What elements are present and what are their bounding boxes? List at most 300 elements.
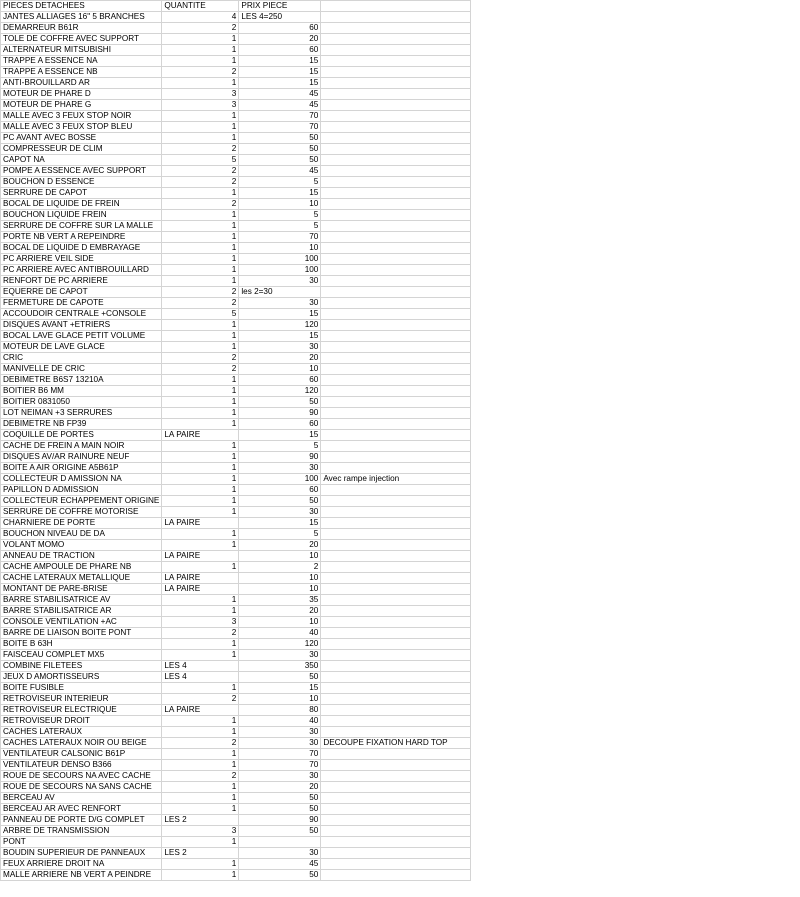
note-cell[interactable] (321, 760, 471, 771)
note-cell[interactable] (321, 23, 471, 34)
quantity-cell[interactable]: 2 (162, 144, 239, 155)
quantity-cell[interactable]: 2 (162, 298, 239, 309)
price-cell[interactable]: 50 (239, 144, 321, 155)
note-cell[interactable] (321, 837, 471, 848)
price-cell[interactable]: 45 (239, 166, 321, 177)
note-cell[interactable] (321, 826, 471, 837)
note-cell[interactable] (321, 430, 471, 441)
note-cell[interactable] (321, 639, 471, 650)
part-cell[interactable]: CACHES LATERAUX (1, 727, 162, 738)
price-cell[interactable]: 30 (239, 298, 321, 309)
note-cell[interactable] (321, 276, 471, 287)
quantity-cell[interactable]: 1 (162, 210, 239, 221)
price-cell[interactable]: 350 (239, 661, 321, 672)
part-cell[interactable]: BERCEAU AR AVEC RENFORT (1, 804, 162, 815)
note-cell[interactable] (321, 111, 471, 122)
note-cell[interactable] (321, 573, 471, 584)
note-cell[interactable] (321, 507, 471, 518)
part-cell[interactable]: ANNEAU DE TRACTION (1, 551, 162, 562)
quantity-cell[interactable]: 2 (162, 177, 239, 188)
quantity-cell[interactable]: 2 (162, 199, 239, 210)
part-cell[interactable]: FAISCEAU COMPLET MX5 (1, 650, 162, 661)
price-cell[interactable]: 70 (239, 760, 321, 771)
part-cell[interactable]: DEBIMETRE NB FP39 (1, 419, 162, 430)
price-cell[interactable]: 10 (239, 617, 321, 628)
part-cell[interactable]: BOCAL DE LIQUIDE D EMBRAYAGE (1, 243, 162, 254)
quantity-cell[interactable]: 2 (162, 738, 239, 749)
price-cell[interactable]: 100 (239, 265, 321, 276)
note-cell[interactable] (321, 155, 471, 166)
part-cell[interactable]: MALLE AVEC 3 FEUX STOP NOIR (1, 111, 162, 122)
price-cell[interactable]: 35 (239, 595, 321, 606)
note-cell[interactable] (321, 485, 471, 496)
quantity-cell[interactable]: LA PAIRE (162, 705, 239, 716)
part-cell[interactable]: MOTEUR DE PHARE G (1, 100, 162, 111)
quantity-cell[interactable]: 2 (162, 353, 239, 364)
quantity-cell[interactable]: 1 (162, 331, 239, 342)
quantity-cell[interactable]: 1 (162, 837, 239, 848)
price-cell[interactable]: 15 (239, 430, 321, 441)
quantity-cell[interactable]: 2 (162, 694, 239, 705)
price-cell[interactable]: 15 (239, 78, 321, 89)
price-cell[interactable]: 30 (239, 463, 321, 474)
price-cell[interactable]: 80 (239, 705, 321, 716)
part-cell[interactable]: RETROVISEUR DROIT (1, 716, 162, 727)
part-cell[interactable]: BARRE STABILISATRICE AR (1, 606, 162, 617)
note-cell[interactable] (321, 496, 471, 507)
quantity-cell[interactable]: 1 (162, 749, 239, 760)
note-cell[interactable] (321, 386, 471, 397)
quantity-cell[interactable]: 2 (162, 23, 239, 34)
quantity-cell[interactable]: 2 (162, 628, 239, 639)
quantity-cell[interactable]: 1 (162, 397, 239, 408)
note-cell[interactable] (321, 562, 471, 573)
quantity-cell[interactable]: 1 (162, 78, 239, 89)
quantity-cell[interactable]: 2 (162, 771, 239, 782)
note-cell[interactable] (321, 518, 471, 529)
price-cell[interactable]: 60 (239, 375, 321, 386)
price-cell[interactable]: 5 (239, 441, 321, 452)
quantity-cell[interactable]: 4 (162, 12, 239, 23)
note-cell[interactable] (321, 45, 471, 56)
quantity-cell[interactable]: 1 (162, 265, 239, 276)
part-cell[interactable]: PC ARRIERE VEIL SIDE (1, 254, 162, 265)
note-cell[interactable] (321, 452, 471, 463)
part-cell[interactable]: CHARNIERE DE PORTE (1, 518, 162, 529)
quantity-cell[interactable]: 1 (162, 782, 239, 793)
quantity-cell[interactable]: 1 (162, 474, 239, 485)
price-cell[interactable]: 40 (239, 716, 321, 727)
quantity-cell[interactable]: 1 (162, 386, 239, 397)
quantity-cell[interactable]: 1 (162, 232, 239, 243)
price-cell[interactable]: 120 (239, 320, 321, 331)
part-cell[interactable]: CONSOLE VENTILATION +AC (1, 617, 162, 628)
note-cell[interactable] (321, 408, 471, 419)
quantity-cell[interactable]: LA PAIRE (162, 584, 239, 595)
part-cell[interactable]: PORTE NB VERT A REPEINDRE (1, 232, 162, 243)
quantity-cell[interactable]: 2 (162, 287, 239, 298)
part-cell[interactable]: BOUDIN SUPERIEUR DE PANNEAUX (1, 848, 162, 859)
part-cell[interactable]: COLLECTEUR D AMISSION NA (1, 474, 162, 485)
part-cell[interactable]: CACHE DE FREIN A MAIN NOIR (1, 441, 162, 452)
note-cell[interactable] (321, 265, 471, 276)
quantity-cell[interactable]: 1 (162, 507, 239, 518)
price-cell[interactable]: 15 (239, 188, 321, 199)
note-cell[interactable] (321, 540, 471, 551)
part-cell[interactable]: MALLE ARRIERE NB VERT A PEINDRE (1, 870, 162, 881)
price-cell[interactable]: 60 (239, 419, 321, 430)
note-cell[interactable] (321, 672, 471, 683)
part-cell[interactable]: SERRURE DE CAPOT (1, 188, 162, 199)
price-cell[interactable]: 15 (239, 309, 321, 320)
price-cell[interactable]: 15 (239, 518, 321, 529)
price-cell[interactable]: 50 (239, 155, 321, 166)
note-cell[interactable] (321, 177, 471, 188)
part-cell[interactable]: COQUILLE DE PORTES (1, 430, 162, 441)
price-cell[interactable] (239, 837, 321, 848)
part-cell[interactable]: BARRE STABILISATRICE AV (1, 595, 162, 606)
quantity-cell[interactable]: 1 (162, 496, 239, 507)
note-cell[interactable] (321, 34, 471, 45)
part-cell[interactable]: EQUERRE DE CAPOT (1, 287, 162, 298)
price-cell[interactable]: 30 (239, 507, 321, 518)
part-cell[interactable]: VENTILATEUR DENSO B366 (1, 760, 162, 771)
note-cell[interactable] (321, 254, 471, 265)
note-cell[interactable] (321, 78, 471, 89)
quantity-cell[interactable]: LA PAIRE (162, 518, 239, 529)
note-cell[interactable] (321, 749, 471, 760)
quantity-cell[interactable]: 1 (162, 463, 239, 474)
price-cell[interactable]: 60 (239, 45, 321, 56)
part-cell[interactable]: ALTERNATEUR MITSUBISHI (1, 45, 162, 56)
note-cell[interactable] (321, 166, 471, 177)
price-cell[interactable]: 10 (239, 694, 321, 705)
quantity-cell[interactable]: 1 (162, 188, 239, 199)
quantity-cell[interactable]: 1 (162, 716, 239, 727)
price-cell[interactable]: 30 (239, 771, 321, 782)
price-cell[interactable]: 50 (239, 397, 321, 408)
part-cell[interactable]: MOTEUR DE LAVE GLACE (1, 342, 162, 353)
part-cell[interactable]: DEBIMETRE B6S7 13210A (1, 375, 162, 386)
price-cell[interactable]: 20 (239, 34, 321, 45)
price-cell[interactable]: 30 (239, 848, 321, 859)
part-cell[interactable]: TRAPPE A ESSENCE NB (1, 67, 162, 78)
quantity-cell[interactable]: LES 4 (162, 672, 239, 683)
price-cell[interactable]: 5 (239, 177, 321, 188)
price-cell[interactable]: 50 (239, 672, 321, 683)
price-cell[interactable]: 10 (239, 364, 321, 375)
quantity-cell[interactable]: LES 2 (162, 848, 239, 859)
note-cell[interactable] (321, 353, 471, 364)
part-cell[interactable]: FERMETURE DE CAPOTE (1, 298, 162, 309)
part-cell[interactable]: JEUX D AMORTISSEURS (1, 672, 162, 683)
part-cell[interactable]: JANTES ALLIAGES 16" 5 BRANCHES (1, 12, 162, 23)
price-cell[interactable]: 5 (239, 529, 321, 540)
quantity-cell[interactable]: 1 (162, 804, 239, 815)
note-cell[interactable] (321, 716, 471, 727)
price-cell[interactable]: 15 (239, 331, 321, 342)
note-cell[interactable] (321, 441, 471, 452)
price-cell[interactable]: 90 (239, 815, 321, 826)
quantity-cell[interactable]: 3 (162, 89, 239, 100)
quantity-cell[interactable]: LA PAIRE (162, 430, 239, 441)
quantity-cell[interactable]: 1 (162, 562, 239, 573)
note-cell[interactable] (321, 100, 471, 111)
price-cell[interactable]: 50 (239, 133, 321, 144)
part-cell[interactable]: MOTEUR DE PHARE D (1, 89, 162, 100)
quantity-cell[interactable]: 1 (162, 375, 239, 386)
quantity-cell[interactable]: 1 (162, 342, 239, 353)
part-cell[interactable]: DISQUES AV/AR RAINURE NEUF (1, 452, 162, 463)
price-cell[interactable]: 100 (239, 474, 321, 485)
part-cell[interactable]: MALLE AVEC 3 FEUX STOP BLEU (1, 122, 162, 133)
price-cell[interactable]: 15 (239, 67, 321, 78)
price-cell[interactable]: 5 (239, 221, 321, 232)
note-cell[interactable]: DECOUPE FIXATION HARD TOP (321, 738, 471, 749)
note-cell[interactable] (321, 67, 471, 78)
part-cell[interactable]: BERCEAU AV (1, 793, 162, 804)
quantity-cell[interactable]: 1 (162, 34, 239, 45)
note-cell[interactable] (321, 364, 471, 375)
note-cell[interactable] (321, 221, 471, 232)
price-cell[interactable]: 70 (239, 122, 321, 133)
quantity-cell[interactable]: 3 (162, 617, 239, 628)
part-cell[interactable]: ACCOUDOIR CENTRALE +CONSOLE (1, 309, 162, 320)
note-cell[interactable] (321, 210, 471, 221)
note-cell[interactable] (321, 804, 471, 815)
price-cell[interactable]: 50 (239, 870, 321, 881)
note-cell[interactable] (321, 342, 471, 353)
price-cell[interactable]: 120 (239, 386, 321, 397)
quantity-cell[interactable]: 5 (162, 309, 239, 320)
price-cell[interactable]: 2 (239, 562, 321, 573)
quantity-cell[interactable]: 1 (162, 254, 239, 265)
part-cell[interactable]: BOITE FUSIBLE (1, 683, 162, 694)
part-cell[interactable]: BOCAL LAVE GLACE PETIT VOLUME (1, 331, 162, 342)
note-cell[interactable] (321, 188, 471, 199)
quantity-cell[interactable]: 5 (162, 155, 239, 166)
part-cell[interactable]: BOUCHON NIVEAU DE DA (1, 529, 162, 540)
price-cell[interactable]: 10 (239, 584, 321, 595)
quantity-cell[interactable]: 1 (162, 485, 239, 496)
part-cell[interactable]: DISQUES AVANT +ETRIERS (1, 320, 162, 331)
quantity-cell[interactable]: 1 (162, 441, 239, 452)
quantity-cell[interactable]: 1 (162, 540, 239, 551)
price-cell[interactable]: les 2=30 (239, 287, 321, 298)
quantity-cell[interactable]: 1 (162, 122, 239, 133)
price-cell[interactable]: 45 (239, 859, 321, 870)
note-cell[interactable] (321, 595, 471, 606)
part-cell[interactable]: SERRURE DE COFFRE MOTORISE (1, 507, 162, 518)
price-cell[interactable]: 45 (239, 100, 321, 111)
note-cell[interactable] (321, 859, 471, 870)
note-cell[interactable] (321, 199, 471, 210)
quantity-cell[interactable]: 2 (162, 67, 239, 78)
header-price[interactable]: PRIX PIECE (239, 1, 321, 12)
note-cell[interactable] (321, 287, 471, 298)
price-cell[interactable]: 90 (239, 408, 321, 419)
price-cell[interactable]: 20 (239, 782, 321, 793)
price-cell[interactable]: 30 (239, 342, 321, 353)
price-cell[interactable]: 45 (239, 89, 321, 100)
note-cell[interactable] (321, 551, 471, 562)
quantity-cell[interactable]: 2 (162, 364, 239, 375)
part-cell[interactable]: LOT NEIMAN +3 SERRURES (1, 408, 162, 419)
quantity-cell[interactable]: 1 (162, 606, 239, 617)
note-cell[interactable] (321, 331, 471, 342)
price-cell[interactable]: 20 (239, 540, 321, 551)
quantity-cell[interactable]: 1 (162, 793, 239, 804)
price-cell[interactable]: 30 (239, 738, 321, 749)
note-cell[interactable] (321, 771, 471, 782)
quantity-cell[interactable]: 1 (162, 760, 239, 771)
price-cell[interactable]: 30 (239, 650, 321, 661)
note-cell[interactable] (321, 683, 471, 694)
note-cell[interactable] (321, 320, 471, 331)
part-cell[interactable]: TRAPPE A ESSENCE NA (1, 56, 162, 67)
part-cell[interactable]: BOUCHON LIQUIDE FREIN (1, 210, 162, 221)
part-cell[interactable]: ARBRE DE TRANSMISSION (1, 826, 162, 837)
part-cell[interactable]: PC ARRIERE AVEC ANTIBROUILLARD (1, 265, 162, 276)
header-part[interactable]: PIECES DETACHEES (1, 1, 162, 12)
price-cell[interactable]: 50 (239, 496, 321, 507)
part-cell[interactable]: BOITIER 0831050 (1, 397, 162, 408)
note-cell[interactable] (321, 243, 471, 254)
part-cell[interactable]: COMPRESSEUR DE CLIM (1, 144, 162, 155)
quantity-cell[interactable]: 1 (162, 56, 239, 67)
price-cell[interactable]: 5 (239, 210, 321, 221)
part-cell[interactable]: ROUE DE SECOURS NA AVEC CACHE (1, 771, 162, 782)
quantity-cell[interactable]: 1 (162, 221, 239, 232)
price-cell[interactable]: 50 (239, 804, 321, 815)
part-cell[interactable]: BARRE DE LIAISON BOITE PONT (1, 628, 162, 639)
part-cell[interactable]: RETROVISEUR ELECTRIQUE (1, 705, 162, 716)
note-cell[interactable] (321, 705, 471, 716)
quantity-cell[interactable]: 1 (162, 650, 239, 661)
quantity-cell[interactable]: 2 (162, 166, 239, 177)
part-cell[interactable]: DEMARREUR B61R (1, 23, 162, 34)
note-cell[interactable] (321, 848, 471, 859)
price-cell[interactable]: 40 (239, 628, 321, 639)
quantity-cell[interactable]: 3 (162, 826, 239, 837)
note-cell[interactable] (321, 375, 471, 386)
price-cell[interactable]: 10 (239, 573, 321, 584)
part-cell[interactable]: CACHE AMPOULE DE PHARE NB (1, 562, 162, 573)
note-cell[interactable]: Avec rampe injection (321, 474, 471, 485)
part-cell[interactable]: BOUCHON D ESSENCE (1, 177, 162, 188)
quantity-cell[interactable]: 1 (162, 243, 239, 254)
price-cell[interactable]: 20 (239, 606, 321, 617)
part-cell[interactable]: PANNEAU DE PORTE D/G COMPLET (1, 815, 162, 826)
part-cell[interactable]: FEUX ARRIERE DROIT NA (1, 859, 162, 870)
part-cell[interactable]: POMPE A ESSENCE AVEC SUPPORT (1, 166, 162, 177)
part-cell[interactable]: COMBINE FILETEES (1, 661, 162, 672)
note-cell[interactable] (321, 56, 471, 67)
note-cell[interactable] (321, 584, 471, 595)
note-cell[interactable] (321, 144, 471, 155)
note-cell[interactable] (321, 815, 471, 826)
note-cell[interactable] (321, 650, 471, 661)
price-cell[interactable]: 70 (239, 232, 321, 243)
note-cell[interactable] (321, 133, 471, 144)
quantity-cell[interactable]: 1 (162, 595, 239, 606)
part-cell[interactable]: BOCAL DE LIQUIDE DE FREIN (1, 199, 162, 210)
price-cell[interactable]: 90 (239, 452, 321, 463)
price-cell[interactable]: 100 (239, 254, 321, 265)
header-quantity[interactable]: QUANTITE (162, 1, 239, 12)
note-cell[interactable] (321, 419, 471, 430)
price-cell[interactable]: 15 (239, 683, 321, 694)
quantity-cell[interactable]: 1 (162, 727, 239, 738)
price-cell[interactable]: 20 (239, 353, 321, 364)
part-cell[interactable]: RENFORT DE PC ARRIERE (1, 276, 162, 287)
part-cell[interactable]: VOLANT MOMO (1, 540, 162, 551)
part-cell[interactable]: BOITIER B6 MM (1, 386, 162, 397)
part-cell[interactable]: CACHE LATERAUX METALLIQUE (1, 573, 162, 584)
part-cell[interactable]: CRIC (1, 353, 162, 364)
note-cell[interactable] (321, 661, 471, 672)
quantity-cell[interactable]: 3 (162, 100, 239, 111)
quantity-cell[interactable]: 1 (162, 859, 239, 870)
quantity-cell[interactable]: LA PAIRE (162, 551, 239, 562)
quantity-cell[interactable]: 1 (162, 111, 239, 122)
note-cell[interactable] (321, 309, 471, 320)
price-cell[interactable]: 30 (239, 276, 321, 287)
part-cell[interactable]: PC AVANT AVEC BOSSE (1, 133, 162, 144)
price-cell[interactable]: LES 4=250 (239, 12, 321, 23)
note-cell[interactable] (321, 12, 471, 23)
quantity-cell[interactable]: 1 (162, 45, 239, 56)
note-cell[interactable] (321, 617, 471, 628)
price-cell[interactable]: 50 (239, 793, 321, 804)
part-cell[interactable]: MONTANT DE PARE-BRISE (1, 584, 162, 595)
note-cell[interactable] (321, 232, 471, 243)
price-cell[interactable]: 120 (239, 639, 321, 650)
part-cell[interactable]: BOITE B 63H (1, 639, 162, 650)
quantity-cell[interactable]: LES 2 (162, 815, 239, 826)
quantity-cell[interactable]: LES 4 (162, 661, 239, 672)
note-cell[interactable] (321, 628, 471, 639)
note-cell[interactable] (321, 529, 471, 540)
price-cell[interactable]: 10 (239, 243, 321, 254)
note-cell[interactable] (321, 89, 471, 100)
quantity-cell[interactable]: 1 (162, 529, 239, 540)
price-cell[interactable]: 10 (239, 551, 321, 562)
note-cell[interactable] (321, 694, 471, 705)
part-cell[interactable]: CACHES LATERAUX NOIR OU BEIGE (1, 738, 162, 749)
price-cell[interactable]: 10 (239, 199, 321, 210)
note-cell[interactable] (321, 122, 471, 133)
price-cell[interactable]: 70 (239, 111, 321, 122)
part-cell[interactable]: VENTILATEUR CALSONIC B61P (1, 749, 162, 760)
part-cell[interactable]: BOITE A AIR ORIGINE A5B61P (1, 463, 162, 474)
quantity-cell[interactable]: 1 (162, 452, 239, 463)
quantity-cell[interactable]: 1 (162, 276, 239, 287)
part-cell[interactable]: MANIVELLE DE CRIC (1, 364, 162, 375)
quantity-cell[interactable]: 1 (162, 419, 239, 430)
quantity-cell[interactable]: LA PAIRE (162, 573, 239, 584)
part-cell[interactable]: RETROVISEUR INTERIEUR (1, 694, 162, 705)
note-cell[interactable] (321, 782, 471, 793)
note-cell[interactable] (321, 397, 471, 408)
note-cell[interactable] (321, 606, 471, 617)
header-note[interactable] (321, 1, 471, 12)
part-cell[interactable]: ROUE DE SECOURS NA SANS CACHE (1, 782, 162, 793)
price-cell[interactable]: 70 (239, 749, 321, 760)
note-cell[interactable] (321, 727, 471, 738)
part-cell[interactable]: PAPILLON D ADMISSION (1, 485, 162, 496)
note-cell[interactable] (321, 463, 471, 474)
